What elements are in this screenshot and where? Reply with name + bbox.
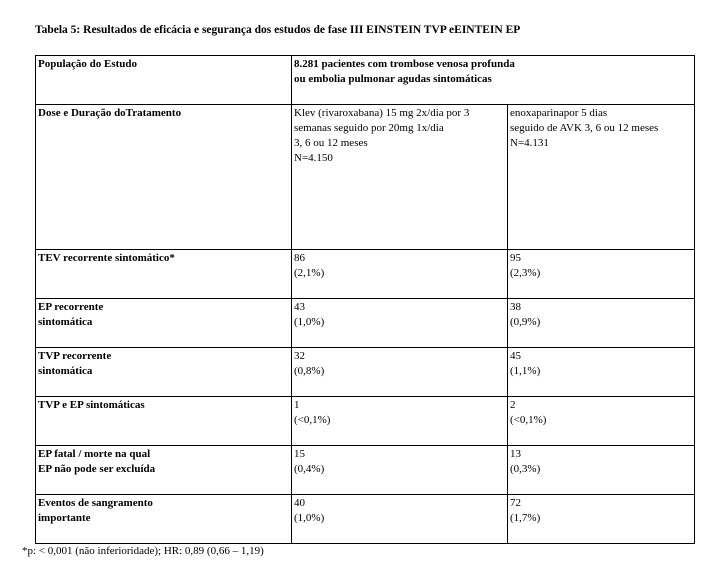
event-percent: (0,4%)	[294, 463, 325, 475]
rivaroxaban-line-4: N=4.150	[294, 152, 333, 164]
dose-rivaroxaban	[292, 105, 508, 250]
event-percent: (0,8%)	[294, 365, 325, 377]
event-percent: (1,7%)	[510, 512, 541, 524]
row-label-line: TVP recorrente	[38, 350, 112, 362]
dose-row	[36, 105, 695, 250]
dose-enoxaparin	[508, 105, 695, 250]
table-row	[36, 250, 695, 299]
row-label	[36, 348, 292, 397]
enoxaparin-value	[508, 446, 695, 495]
enoxaparin-value	[508, 250, 695, 299]
table-row	[36, 348, 695, 397]
row-label-line: EP recorrente	[38, 301, 104, 313]
table-row	[36, 446, 695, 495]
row-label-line: EP fatal / morte na qual	[38, 448, 151, 460]
enoxaparin-value	[508, 397, 695, 446]
row-label-line: EP não pode ser excluída	[38, 463, 156, 475]
event-count: 13	[510, 448, 521, 460]
event-count: 15	[294, 448, 305, 460]
results-table	[35, 55, 695, 544]
event-count: 1	[294, 399, 300, 411]
row-label	[36, 299, 292, 348]
table-row	[36, 495, 695, 544]
event-count: 95	[510, 252, 521, 264]
enoxaparin-line-2: seguido de AVK 3, 6 ou 12 meses	[510, 122, 659, 134]
event-percent: (0,9%)	[510, 316, 541, 328]
event-count: 38	[510, 301, 521, 313]
event-count: 40	[294, 497, 305, 509]
table-row	[36, 397, 695, 446]
event-count: 86	[294, 252, 305, 264]
enoxaparin-value	[508, 495, 695, 544]
rivaroxaban-value	[292, 446, 508, 495]
population-row	[36, 56, 695, 105]
event-percent: (1,1%)	[510, 365, 541, 377]
event-percent: (2,3%)	[510, 267, 541, 279]
footnote: *p: < 0,001 (não inferioridade); HR: 0,89 (0,66 – 1,19)	[22, 545, 264, 557]
row-label	[36, 495, 292, 544]
enoxaparin-value	[508, 348, 695, 397]
rivaroxaban-value	[292, 299, 508, 348]
event-count: 32	[294, 350, 305, 362]
enoxaparin-line-3: N=4.131	[510, 137, 549, 149]
event-percent: (2,1%)	[294, 267, 325, 279]
event-percent: (<0,1%)	[294, 414, 331, 426]
row-label-line: Eventos de sangramento	[38, 497, 153, 509]
row-label-line: TEV recorrente sintomático*	[38, 252, 175, 264]
row-label-line: TVP e EP sintomáticas	[38, 399, 145, 411]
population-line-1: 8.281 pacientes com trombose venosa profunda	[294, 58, 515, 70]
rivaroxaban-value	[292, 250, 508, 299]
population-label: População do Estudo	[36, 56, 292, 105]
row-label-line: sintomática	[38, 365, 93, 377]
rivaroxaban-line-2: semanas seguido por 20mg 1x/dia	[294, 122, 444, 134]
population-line-2: ou embolia pulmonar agudas sintomáticas	[294, 73, 492, 85]
event-count: 45	[510, 350, 521, 362]
table-title: Tabela 5: Resultados de eficácia e segurança dos estudos de fase III EINSTEIN TVP eEINTEIN EP	[35, 24, 521, 36]
row-label	[36, 250, 292, 299]
event-count: 2	[510, 399, 516, 411]
rivaroxaban-line-1: Klev (rivaroxabana) 15 mg 2x/dia por 3	[294, 107, 470, 119]
event-percent: (0,3%)	[510, 463, 541, 475]
row-label-line: importante	[38, 512, 91, 524]
population-value	[292, 56, 695, 105]
event-percent: (1,0%)	[294, 316, 325, 328]
dose-label: Dose e Duração doTratamento	[36, 105, 292, 250]
event-percent: (<0,1%)	[510, 414, 547, 426]
rivaroxaban-value	[292, 348, 508, 397]
row-label	[36, 446, 292, 495]
enoxaparin-value	[508, 299, 695, 348]
event-count: 72	[510, 497, 521, 509]
event-percent: (1,0%)	[294, 512, 325, 524]
event-count: 43	[294, 301, 305, 313]
rivaroxaban-line-3: 3, 6 ou 12 meses	[294, 137, 368, 149]
enoxaparin-line-1: enoxaparinapor 5 dias	[510, 107, 608, 119]
rivaroxaban-value	[292, 397, 508, 446]
rivaroxaban-value	[292, 495, 508, 544]
row-label	[36, 397, 292, 446]
table-row	[36, 299, 695, 348]
row-label-line: sintomática	[38, 316, 93, 328]
